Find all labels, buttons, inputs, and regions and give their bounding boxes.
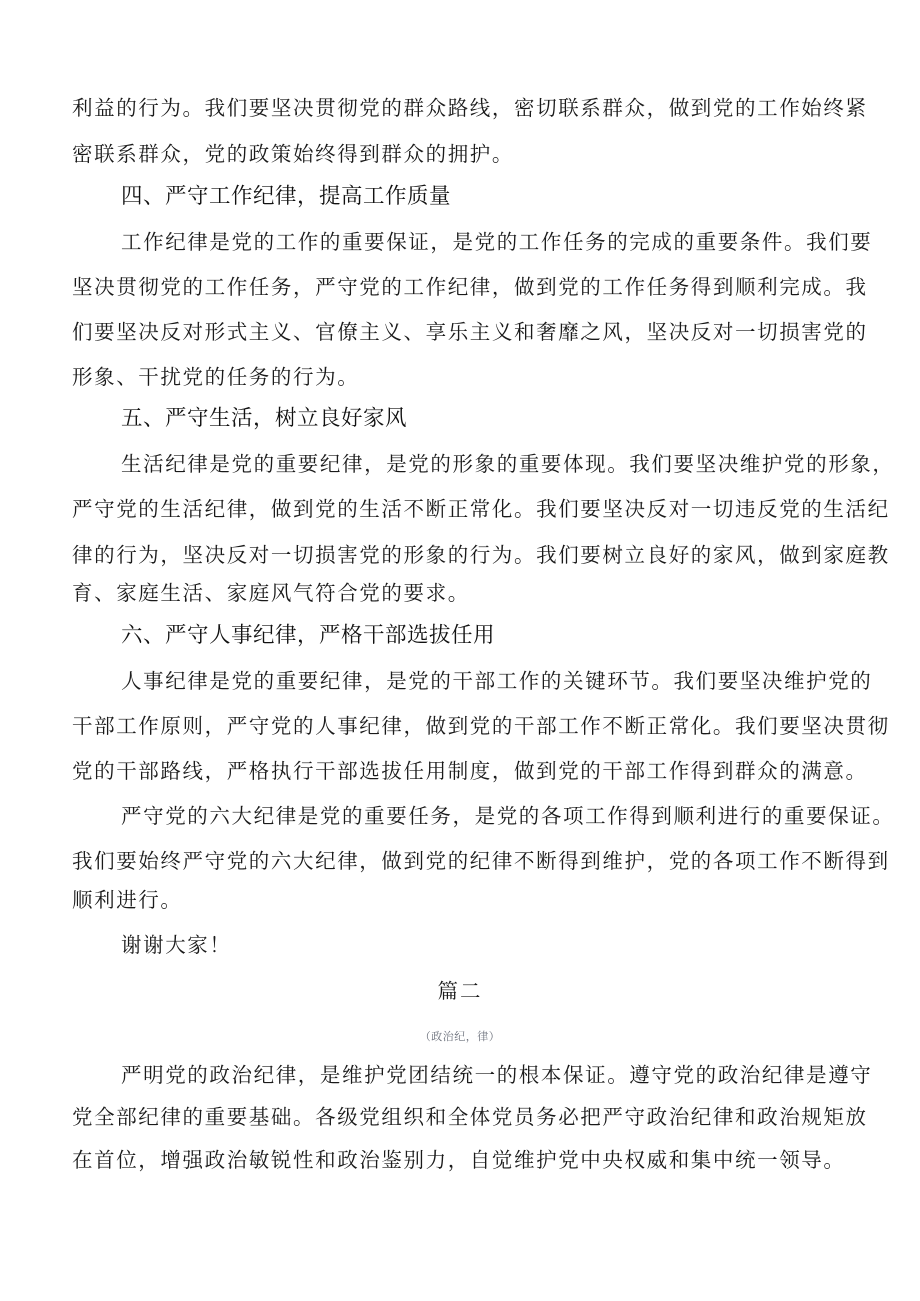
paragraph-line: 利益的行为。我们要坚决贯彻党的群众路线，密切联系群众，做到党的工作始终紧 (72, 96, 868, 120)
paragraph-line: 工作纪律是党的工作的重要保证，是党的工作任务的完成的重要条件。我们要 (121, 230, 873, 254)
paragraph-line: 们要坚决反对形式主义、官僚主义、享乐主义和奢靡之风，坚决反对一切损害党的 (72, 320, 868, 344)
closing-remark: 谢谢大家！ (121, 933, 232, 957)
section-subtitle: （政治纪，律） (419, 1030, 501, 1043)
section-heading-4: 四、严守工作纪律，提高工作质量 (121, 184, 452, 209)
paragraph-line: 我们要始终严守党的六大纪律，做到党的纪律不断得到维护，党的各项工作不断得到 (72, 849, 890, 873)
paragraph-line: 党全部纪律的重要基础。各级党组织和全体党员务必把严守政治纪律和政治规矩放 (72, 1105, 868, 1129)
paragraph-line: 严守党的六大纪律是党的重要任务，是党的各项工作得到顺利进行的重要保证。 (121, 804, 895, 828)
paragraph-line: 在首位，增强政治敏锐性和政治鉴别力，自觉维护党中央权威和集中统一领导。 (72, 1148, 846, 1172)
section-heading-6: 六、严守人事纪律，严格干部选拔任用 (121, 623, 496, 648)
paragraph-line: 育、家庭生活、家庭风气符合党的要求。 (72, 581, 470, 605)
section-title: 篇二 (437, 979, 483, 1003)
paragraph-line: 生活纪律是党的重要纪律，是党的形象的重要体现。我们要坚决维护党的形象， (121, 452, 895, 476)
paragraph-line: 形象、干扰党的任务的行为。 (72, 365, 360, 389)
paragraph-line: 党的干部路线，严格执行干部选拔任用制度，做到党的干部工作得到群众的满意。 (72, 759, 868, 783)
paragraph-line: 顺利进行。 (72, 888, 183, 912)
paragraph-line: 人事纪律是党的重要纪律，是党的干部工作的关键环节。我们要坚决维护党的 (121, 669, 873, 693)
paragraph-line: 严守党的生活纪律，做到党的生活不断正常化。我们要坚决反对一切违反党的生活纪 (72, 497, 890, 521)
paragraph-line: 坚决贯彻党的工作任务，严守党的工作纪律，做到党的工作任务得到顺利完成。我 (72, 275, 868, 299)
paragraph-line: 严明党的政治纪律，是维护党团结统一的根本保证。遵守党的政治纪律是遵守 (121, 1063, 873, 1087)
section-heading-5: 五、严守生活，树立良好家风 (121, 406, 408, 431)
paragraph-line: 密联系群众，党的政策始终得到群众的拥护。 (72, 142, 514, 166)
paragraph-line: 律的行为，坚决反对一切损害党的形象的行为。我们要树立良好的家风，做到家庭教 (72, 543, 890, 567)
paragraph-line: 干部工作原则，严守党的人事纪律，做到党的干部工作不断正常化。我们要坚决贯彻 (72, 714, 890, 738)
